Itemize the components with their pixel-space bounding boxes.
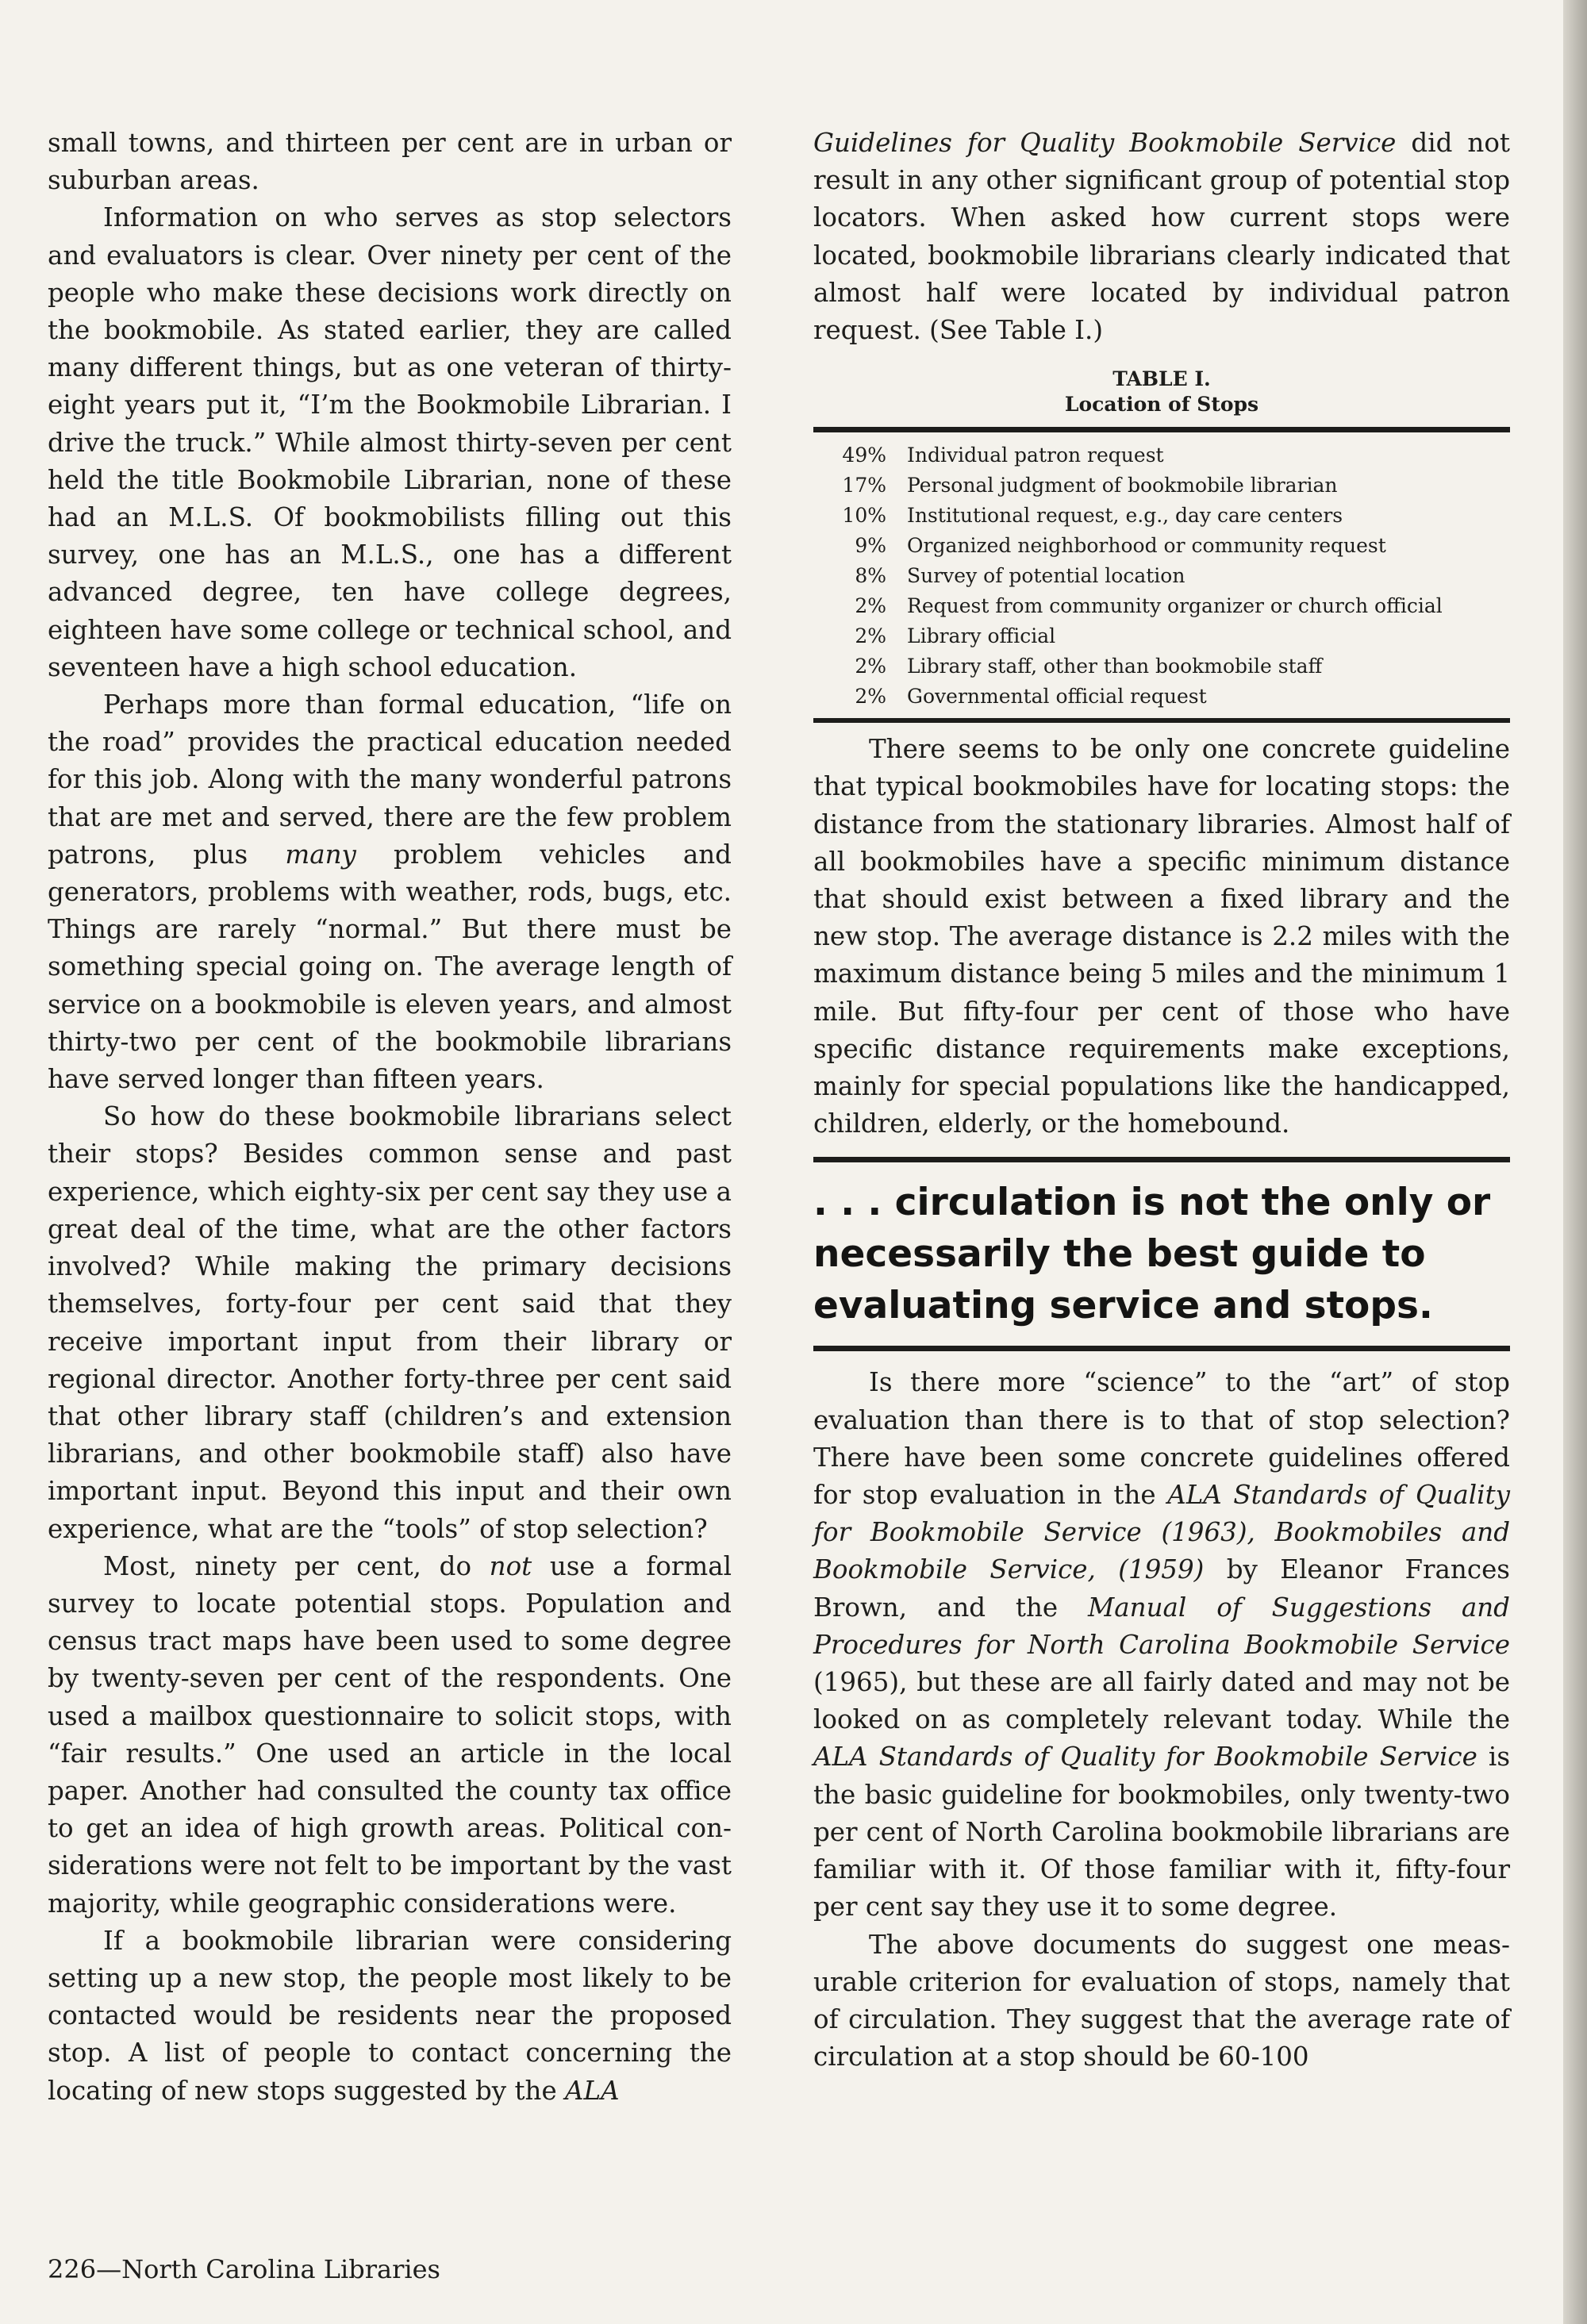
row-source: Individual patron request bbox=[907, 444, 1164, 467]
pull-quote-top-rule bbox=[813, 1157, 1510, 1162]
table-row bbox=[813, 561, 1510, 591]
page-footer: 226—North Carolina Libraries bbox=[48, 2254, 440, 2284]
row-percentage: 2% bbox=[855, 685, 886, 709]
pull-quote-bottom-rule bbox=[813, 1346, 1510, 1351]
row-percentage: 2% bbox=[855, 624, 886, 648]
row-source: Personal judgment of bookmobile librarian bbox=[907, 474, 1338, 497]
row-percentage: 2% bbox=[855, 655, 886, 678]
row-percentage: 9% bbox=[855, 534, 886, 558]
page-edge-shadow bbox=[1563, 0, 1587, 2324]
table-label: TABLE I. bbox=[1112, 367, 1211, 391]
row-percentage: 2% bbox=[855, 594, 886, 618]
stops-table bbox=[813, 440, 1510, 712]
paragraph: Most, ninety per cent, do not use a formal survey to locate potential stops. Population and census tract maps have been used to some degree by twenty-seven per cent of the respondents. One used a mailbox questionnaire to solicit stops, with “fair results.” One used an article in the local paper. Another had consulted the county tax office to get an idea of high growth areas. Political considerations were not felt to be important by the vast majority, while geographic considerations were. bbox=[48, 1550, 732, 1919]
table-row bbox=[813, 531, 1510, 561]
row-source: Library staff, other than bookmobile staff bbox=[907, 655, 1323, 678]
table-row bbox=[813, 501, 1510, 531]
table-row bbox=[813, 651, 1510, 682]
row-percentage: 49% bbox=[842, 444, 886, 467]
table-row bbox=[813, 682, 1510, 712]
left-column bbox=[48, 125, 732, 2110]
row-percentage: 8% bbox=[855, 564, 886, 588]
row-source: Governmental official request bbox=[907, 685, 1207, 709]
paragraph: So how do these bookmobile librarians select their stops? Besides common sense and past experience, which eighty-six per cent say they use a great deal of the time, what are the other factors involved? While making the primary decisions themselves, forty-four per cent said that they receive important input from their library or regional director. Another forty-three per cent said that other library staff (children’s and extension librarians, and other bookmobile staff) also have important input. Beyond this input and their own experience, what are the “tools” of stop selection? bbox=[48, 1101, 732, 1544]
table-row bbox=[813, 591, 1510, 621]
table-row bbox=[813, 621, 1510, 651]
row-percentage: 17% bbox=[842, 474, 886, 497]
table-location-of-stops bbox=[813, 367, 1510, 723]
paragraph: Is there more “science” to the “art” of stop evaluation than there is to that of stop selection? There have been some concrete guidelines offered for stop evaluation in the ALA Standards of Quality for Bookmobile Service (1963), Bookmobiles and Bookmobile Service, (1959) by Eleanor Frances Brown, and the Manual of Suggestions and Procedures for North Carolina Bookmobile Service (1965), but these are all fairly dated and may not be looked on as completely relevant today. While the ALA Standards of Quality for Bookmobile Service is the basic guideline for bookmobiles, only twenty-two per cent of North Carolina bookmobile librarians are familiar with it. Of those familiar with it, fifty-four per cent say they use it to some degree. bbox=[813, 1367, 1511, 1923]
table-row bbox=[813, 471, 1510, 501]
row-source: Organized neighborhood or community request bbox=[907, 534, 1386, 558]
table-caption: Location of Stops bbox=[1064, 393, 1259, 417]
paragraph: The above documents do suggest one measurable criterion for evaluation of stops, namely that of circulation. They suggest that the average rate of circulation at a stop should be 60-100 bbox=[813, 1929, 1510, 2072]
table-row bbox=[813, 440, 1510, 471]
row-percentage: 10% bbox=[842, 504, 886, 528]
row-source: Institutional request, e.g., day care centers bbox=[907, 504, 1343, 528]
table-top-rule bbox=[813, 427, 1510, 432]
row-source: Request from community organizer or church official bbox=[907, 594, 1443, 618]
paragraph: small towns, and thirteen per cent are in urban or suburban areas. bbox=[48, 128, 732, 196]
paragraph: There seems to be only one concrete guideline that typical bookmobiles have for locating stops: the distance from the stationary libraries. Almost half of all bookmobiles have a specific minimum distance that should exist between a fixed library and the new stop. The average distance is 2.2 miles with the maximum distance being 5 miles and the minimum 1 mile. But fifty-four per cent of those who have specific distance requirements make exceptions, mainly for special populations like the handicapped, children, elderly, or the homebound. bbox=[813, 734, 1510, 1139]
paragraph: Information on who serves as stop selectors and evaluators is clear. Over ninety per cent of the people who make these decisions work directly on the bookmobile. As stated earlier, they are called many different things, but as one veteran of thirty-eight years put it, “I’m the Bookmobile Librarian. I drive the truck.” While almost thirty-seven per cent held the title Bookmobile Librarian, none of these had an M.L.S. Of bookmobilists filling out this survey, one has an M.L.S., one has a different advanced degree, ten have college degrees, eighteen have some college or technical school, and seventeen have a high school education. bbox=[48, 202, 732, 682]
pull-quote: . . . circulation is not the only or necessarily the best guide to evaluating service and stops. bbox=[813, 1181, 1491, 1328]
row-source: Library official bbox=[907, 624, 1056, 648]
paragraph: Perhaps more than formal education, “life on the road” provides the practical education needed for this job. Along with the many wonderful patrons that are met and served, there are the few problem patrons, plus many problem vehicles and generators, problems with weather, rods, bugs, etc. Things are rarely “normal.” But there must be something special going on. The average length of service on a bookmobile is eleven years, and almost thirty-two per cent of the bookmobile librarians have served longer than fifteen years. bbox=[48, 690, 732, 1095]
row-source: Survey of potential location bbox=[907, 564, 1185, 588]
right-column bbox=[813, 125, 1510, 2076]
table-bottom-rule bbox=[813, 718, 1510, 723]
paragraph: Guidelines for Quality Bookmobile Service did not result in any other significant group of potential stop locators. When asked how current stops were located, bookmobile librarians clearly indicated that almost half were located by individual patron request. (See Table I.) bbox=[813, 128, 1510, 346]
paragraph: If a bookmobile librarian were considering setting up a new stop, the people most likely to be contacted would be residents near the proposed stop. A list of people to contact concerning the locating of new stops suggested by the ALA bbox=[48, 1925, 732, 2106]
